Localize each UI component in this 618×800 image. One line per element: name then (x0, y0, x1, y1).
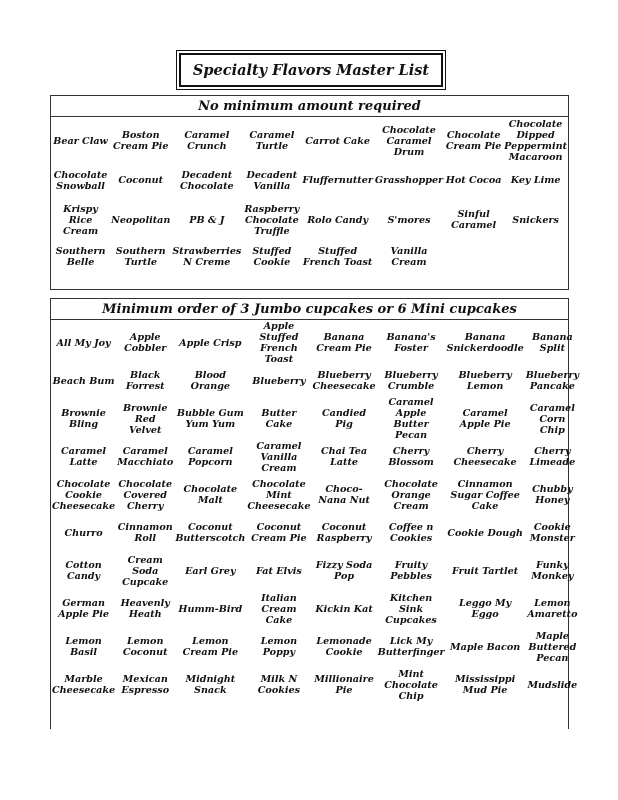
flavor-cell: Banana's Foster (386, 332, 436, 354)
flavor-cell: Caramel Macchiato (117, 446, 174, 468)
flavor-cell: Cherry Cheesecake (453, 446, 517, 468)
flavor-cell: PB & J (189, 214, 225, 226)
flavor-cell: Caramel Latte (61, 446, 107, 468)
flavor-cell: Fat Elvis (255, 565, 302, 577)
flavor-cell: Mexican Espresso (121, 674, 170, 696)
flavor-cell: Chubby Honey (532, 484, 573, 506)
flavor-cell: Caramel Turtle (249, 130, 295, 152)
flavor-cell: Grasshopper (374, 175, 444, 186)
flavor-cell: Southern Belle (55, 246, 106, 268)
flavor-cell: Heavenly Heath (120, 598, 170, 620)
flavor-cell: Chai Tea Latte (320, 446, 368, 468)
flavor-cell: Cherry Limeade (529, 446, 576, 468)
flavor-cell: Brownie Bling (61, 408, 106, 430)
flavor-cell: Caramel Apple Butter Pecan (388, 397, 434, 441)
flavor-cell: Beach Bum (52, 375, 115, 387)
flavor-cell: Cherry Blossom (388, 446, 434, 468)
flavor-cell: Bear Claw (53, 135, 108, 147)
flavor-cell: Black Forrest (125, 370, 165, 392)
flavor-cell: Decadent Vanilla (246, 169, 298, 192)
minimum-order-section (50, 298, 580, 729)
flavor-cell: Caramel Popcorn (187, 446, 233, 468)
no-minimum-section (50, 95, 569, 290)
flavor-cell: German Apple Pie (58, 598, 110, 620)
flavor-cell: Kitchen Sink Cupcakes (385, 592, 437, 626)
flavor-cell: Lemon Poppy (260, 636, 298, 658)
flavor-cell: Lemon Basil (65, 636, 102, 658)
flavor-cell: Blueberry Crumble (384, 370, 438, 392)
flavor-cell: Bubble Gum Yum Yum (176, 408, 244, 430)
flavor-cell: Coconut (118, 175, 164, 186)
flavor-cell: Chocolate Mint Cheesecake (247, 478, 311, 512)
flavor-cell: Coconut Cream Pie (251, 522, 307, 544)
flavor-cell: Caramel Vanilla Cream (256, 440, 302, 474)
flavor-cell: Italian Cream Cake (261, 592, 297, 626)
flavor-cell: Cookie Monster (529, 522, 575, 544)
flavor-cell: Maple Buttered Pecan (528, 630, 577, 664)
flavor-grid (51, 320, 580, 704)
flavor-cell: Mudslide (527, 679, 578, 691)
section-heading: No minimum amount required (51, 96, 568, 117)
flavor-cell: Caramel Corn Chip (529, 402, 575, 436)
flavor-cell: Fruit Tartlet (452, 565, 519, 577)
flavor-cell: Blueberry Lemon (458, 370, 512, 392)
flavor-cell: Decadent Chocolate (180, 169, 234, 192)
flavor-cell: Blueberry (252, 375, 306, 387)
flavor-cell: Coconut Raspberry (316, 522, 372, 544)
flavor-cell: Strawberries N Creme (172, 246, 242, 268)
flavor-cell: Chocolate Orange Cream (384, 478, 438, 512)
flavor-cell: All My Joy (56, 337, 111, 349)
flavor-cell (503, 241, 568, 273)
flavor-cell: Mint Chocolate Chip (384, 668, 438, 702)
flavor-cell: Choco-Nana Nut (318, 484, 370, 506)
flavor-cell: Hot Cocoa (445, 175, 502, 186)
flavor-cell: Marble Cheesecake (52, 674, 116, 696)
flavor-cell: Chocolate Malt (183, 484, 238, 506)
flavor-cell: Lemon Cream Pie (182, 636, 239, 658)
flavor-cell: Southern Turtle (115, 246, 166, 268)
flavor-cell: Vanilla Cream (390, 246, 428, 268)
flavor-cell: Key Lime (510, 175, 561, 186)
flavor-cell: Caramel Crunch (184, 130, 230, 152)
flavor-cell: Apple Cobbler (124, 332, 167, 354)
flavor-cell: Raspberry Chocolate Truffle (244, 203, 300, 237)
flavor-cell: Mississippi Mud Pie (455, 674, 516, 696)
flavor-cell: Chocolate Cookie Cheesecake (52, 478, 116, 512)
flavor-cell: Lick My Butterfinger (377, 636, 445, 658)
flavor-cell: Earl Grey (185, 565, 236, 577)
flavor-cell (444, 241, 503, 273)
flavor-cell: Lemon Amaretto (527, 598, 578, 620)
flavor-cell: Cookie Dough (447, 527, 523, 539)
flavor-cell: Millionaire Pie (314, 674, 374, 696)
flavor-cell: Milk N Cookies (257, 674, 301, 696)
flavor-cell: Neopolitan (111, 214, 171, 226)
flavor-cell: Candied Pig (322, 408, 367, 430)
flavor-cell: Coffee n Cookies (388, 522, 434, 544)
flavor-cell: Funky Monkey (531, 560, 574, 582)
flavor-cell: Maple Bacon (450, 641, 521, 653)
flavor-cell: Cotton Candy (65, 560, 102, 582)
flavor-cell: Blood Orange (190, 370, 231, 392)
flavor-cell: Leggo My Eggo (459, 598, 512, 620)
flavor-cell: Carrot Cake (305, 135, 371, 147)
flavor-cell: Fluffernutter (302, 175, 373, 186)
flavor-cell: Boston Cream Pie (112, 130, 169, 152)
flavor-cell: Chocolate Cream Pie (445, 130, 502, 152)
flavor-cell: Cinnamon Roll (117, 522, 173, 544)
flavor-cell: Apple Crisp (179, 337, 242, 349)
section-heading: Minimum order of 3 Jumbo cupcakes or 6 Mini cupcakes (51, 299, 568, 320)
flavor-cell: Churro (64, 527, 103, 539)
flavor-cell: Fruity Pebbles (390, 560, 432, 582)
flavor-cell: Lemonade Cookie (316, 636, 372, 658)
flavor-cell: Humm-Bird (178, 603, 243, 615)
flavor-cell: Cinnamon Sugar Coffee Cake (450, 478, 520, 512)
flavor-cell: Blueberry Cheesecake (312, 370, 376, 392)
flavor-cell: Banana Split (531, 332, 573, 354)
flavor-cell: Stuffed Cookie (252, 246, 292, 268)
flavor-cell: Blueberry Pancake (525, 370, 580, 392)
flavor-cell: Coconut Butterscotch (175, 522, 246, 544)
flavor-cell: Chocolate Caramel Drum (382, 124, 436, 158)
flavor-cell: Banana Snickerdoodle (446, 332, 524, 354)
flavor-cell: Banana Cream Pie (316, 332, 372, 354)
flavor-cell: Chocolate Dipped Peppermint Macaroon (504, 119, 568, 163)
flavor-cell: Stuffed French Toast (302, 246, 373, 268)
flavor-cell: Apple Stuffed French Toast (259, 321, 299, 365)
flavor-cell: Lemon Coconut (122, 636, 168, 658)
flavor-cell: Caramel Apple Pie (459, 408, 511, 430)
flavor-cell: Midnight Snack (185, 674, 236, 696)
flavor-cell: Snickers (512, 214, 559, 226)
flavor-cell: Fizzy Soda Pop (315, 560, 373, 582)
flavor-cell: Brownie Red Velvet (122, 402, 168, 436)
flavor-grid (51, 117, 568, 273)
flavor-cell: Butter Cake (261, 408, 297, 430)
flavor-cell: Cream Soda Cupcake (122, 554, 169, 588)
flavor-cell: Krispy Rice Cream (62, 203, 99, 237)
flavor-cell: Rolo Candy (307, 214, 369, 226)
flavor-cell: Chocolate Covered Cherry (118, 478, 173, 512)
flavor-cell: Chocolate Snowball (53, 169, 108, 192)
flavor-cell: S'mores (387, 214, 431, 226)
flavor-cell: Sinful Caramel (451, 209, 497, 231)
flavor-cell: Kickin Kat (315, 603, 373, 615)
page-title: Specialty Flavors Master List (179, 53, 443, 87)
